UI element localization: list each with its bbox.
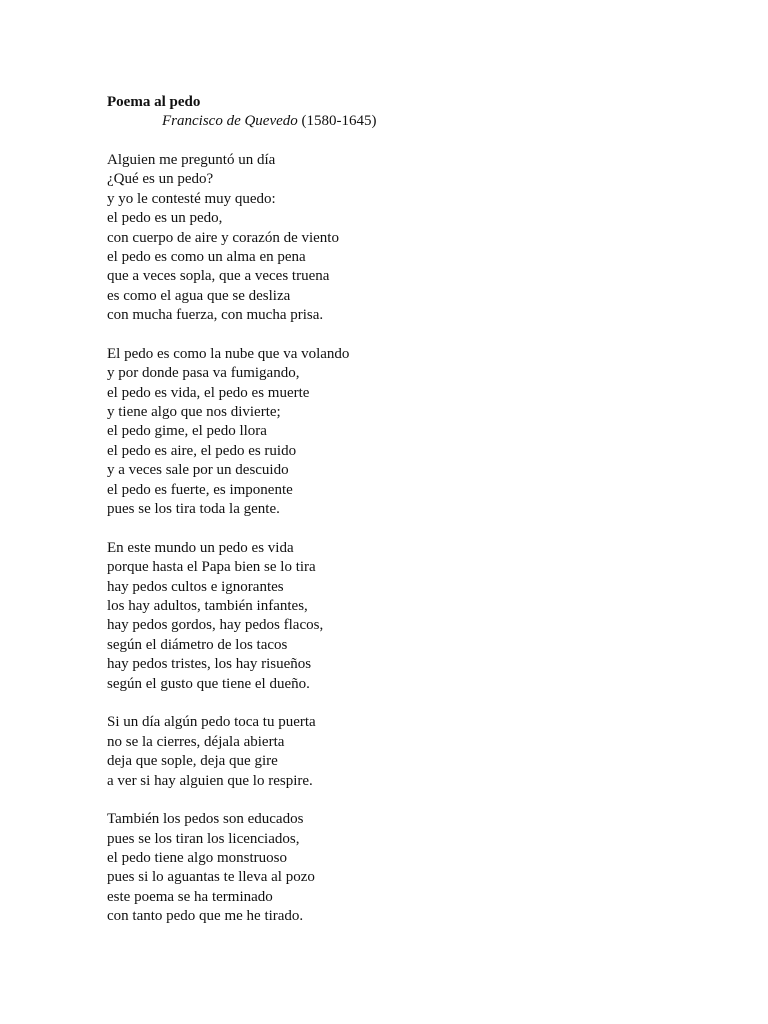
poem-line: que a veces sopla, que a veces truena <box>107 268 330 285</box>
poem-line: hay pedos gordos, hay pedos flacos, <box>107 617 324 634</box>
poem-line: deja que sople, deja que gire <box>107 753 278 770</box>
poem-line: hay pedos tristes, los hay risueños <box>107 656 312 673</box>
poem-dates: (1580-1645) <box>301 113 377 129</box>
poem-line: y tiene algo que nos divierte; <box>107 404 281 421</box>
poem-line: porque hasta el Papa bien se lo tira <box>107 559 316 576</box>
poem-line: ¿Qué es un pedo? <box>107 171 214 188</box>
poem-line: los hay adultos, también infantes, <box>107 597 308 614</box>
poem-title: Poema al pedo <box>107 94 201 110</box>
poem-stanza <box>107 151 727 326</box>
poem-line: con mucha fuerza, con mucha prisa. <box>107 307 324 324</box>
poem-line: el pedo es como un alma en pena <box>107 248 306 265</box>
poem-line: También los pedos son educados <box>107 811 304 828</box>
poem-stanza <box>107 713 727 791</box>
poem-stanza <box>107 345 727 520</box>
poem-line: según el gusto que tiene el dueño. <box>107 675 310 692</box>
poem-line: este poema se ha terminado <box>107 888 273 905</box>
poem-line: el pedo es fuerte, es imponente <box>107 481 293 498</box>
poem-line: En este mundo un pedo es vida <box>107 539 294 556</box>
poem-line: El pedo es como la nube que va volando <box>107 345 350 362</box>
poem-line: pues se los tira toda la gente. <box>107 501 280 518</box>
poem-line: pues se los tiran los licenciados, <box>107 830 300 847</box>
poem-line: el pedo es vida, el pedo es muerte <box>107 384 310 401</box>
poem-line: y por donde pasa va fumigando, <box>107 365 300 382</box>
poem-line: y yo le contesté muy quedo: <box>107 190 276 207</box>
poem-line: a ver si hay alguien que lo respire. <box>107 772 313 789</box>
poem-body <box>107 151 727 946</box>
poem-byline <box>162 112 377 131</box>
poem-author: Francisco de Quevedo <box>162 113 298 129</box>
poem-line: Si un día algún pedo toca tu puerta <box>107 714 316 731</box>
poem-line: el pedo es aire, el pedo es ruido <box>107 442 297 459</box>
poem-line: el pedo es un pedo, <box>107 210 223 227</box>
poem-stanza <box>107 810 727 926</box>
poem-line: pues si lo aguantas te lleva al pozo <box>107 869 315 886</box>
poem-line: según el diámetro de los tacos <box>107 636 288 653</box>
poem-stanza <box>107 539 727 694</box>
poem-line: el pedo tiene algo monstruoso <box>107 850 287 867</box>
poem-line: y a veces sale por un descuido <box>107 462 289 479</box>
poem-line: Alguien me preguntó un día <box>107 152 276 168</box>
poem-line: es como el agua que se desliza <box>107 287 291 304</box>
poem-line: el pedo gime, el pedo llora <box>107 423 267 440</box>
poem-line: hay pedos cultos e ignorantes <box>107 578 284 595</box>
poem-line: con tanto pedo que me he tirado. <box>107 908 304 925</box>
poem-line: no se la cierres, déjala abierta <box>107 733 285 750</box>
poem-line: con cuerpo de aire y corazón de viento <box>107 229 339 246</box>
